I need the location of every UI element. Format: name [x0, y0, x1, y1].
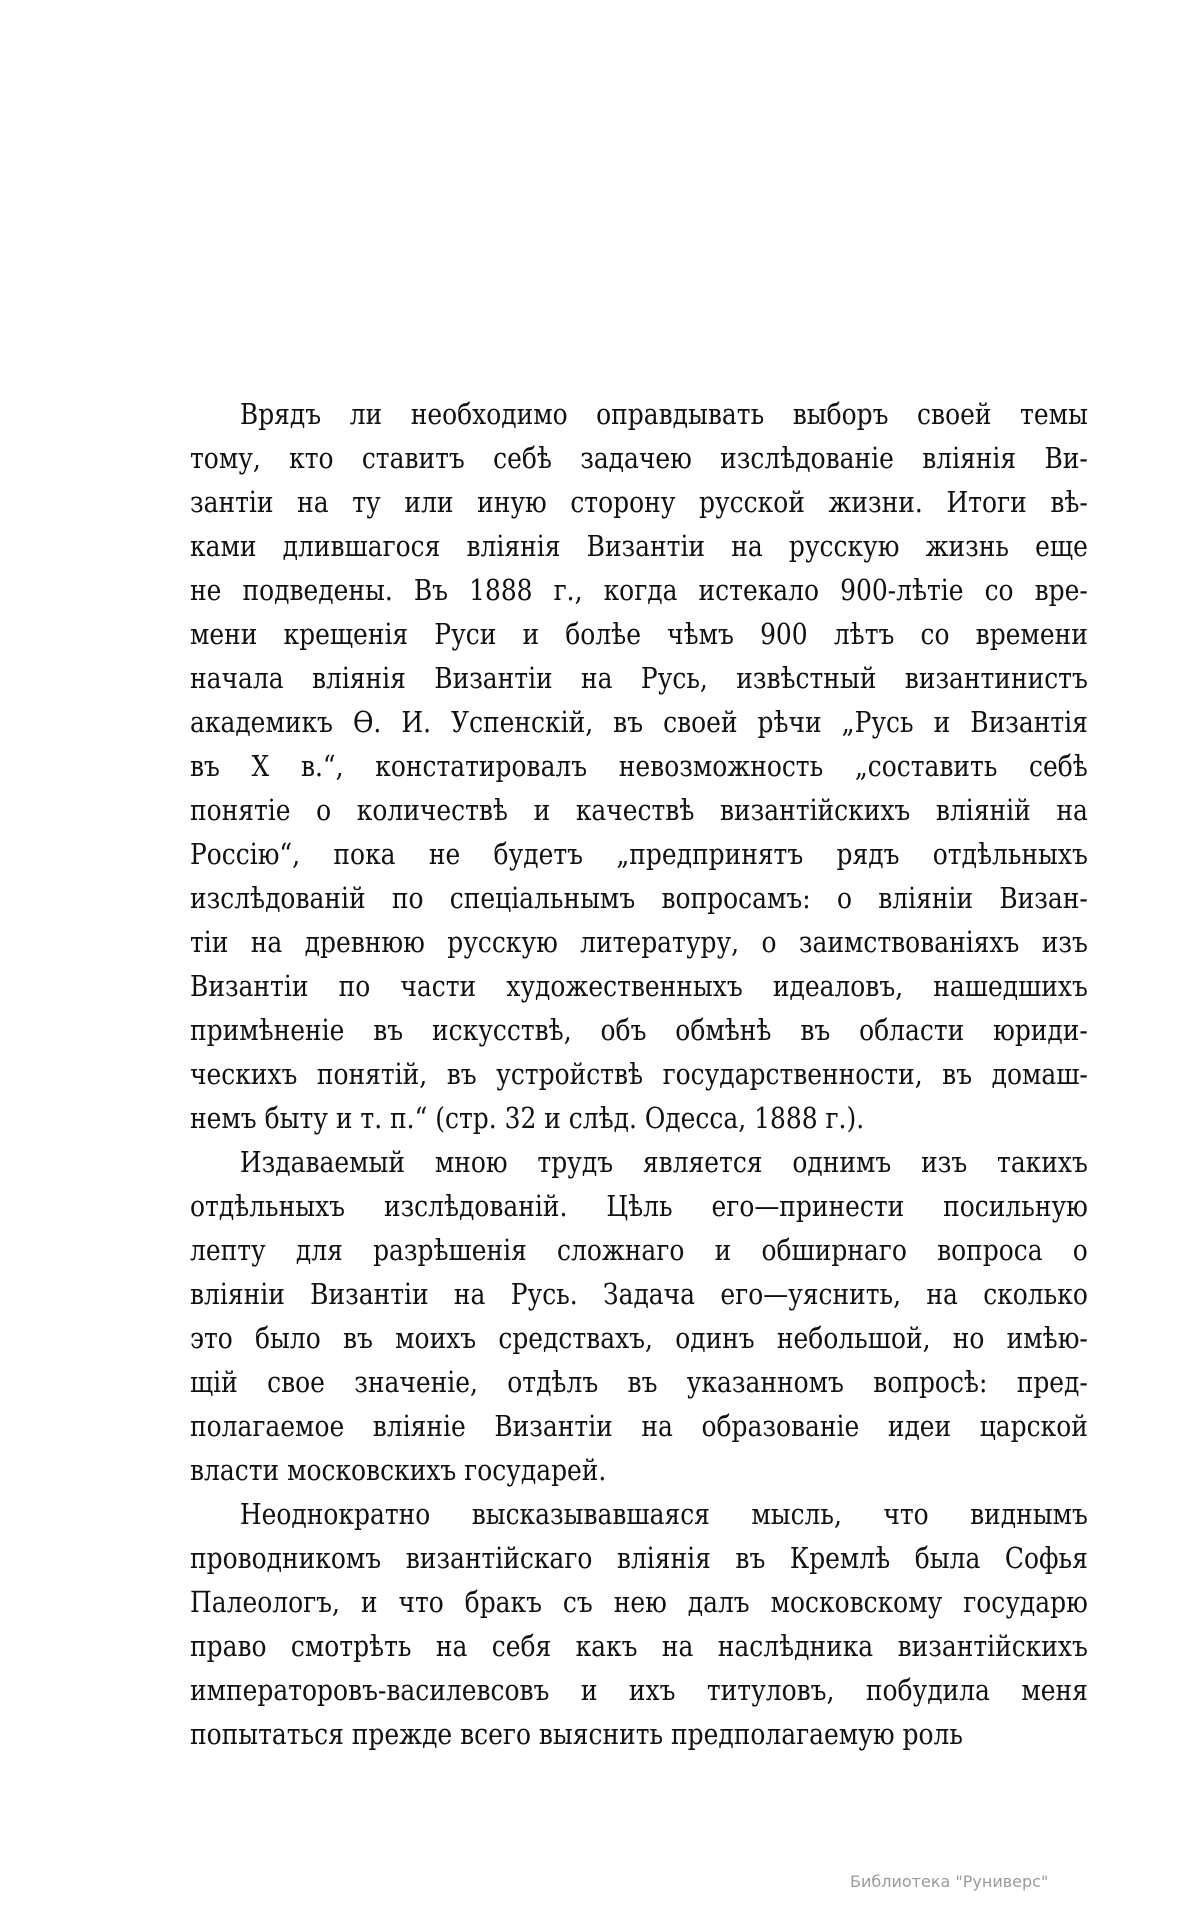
text-line: власти московскихъ государей.	[190, 1453, 607, 1487]
text-line: отдѣльныхъ изслѣдованій. Цѣль его—принести посильную	[190, 1189, 1088, 1223]
text-line: щій свое значеніе, отдѣлъ въ указанномъ вопросѣ: пред-	[190, 1365, 1088, 1399]
text-line: тіи на древнюю русскую литературу, о заимствованіяхъ изъ	[190, 925, 1088, 959]
text-line: начала вліянія Византіи на Русь, извѣстный византинистъ	[190, 661, 1088, 695]
watermark: Библиотека "Руниверс"	[850, 1872, 1049, 1891]
text-line: зантіи на ту или иную сторону русской жизни. Итоги вѣ-	[190, 485, 1088, 519]
paragraph	[190, 392, 1088, 1140]
text-line: тому, кто ставитъ себѣ задачею изслѣдованіе вліянія Ви-	[190, 441, 1088, 475]
text-line: примѣненіе въ искусствѣ, объ обмѣнѣ въ области юриди-	[190, 1013, 1088, 1047]
text-line: проводникомъ византійскаго вліянія въ Кремлѣ была Софья	[190, 1541, 1088, 1575]
text-line: ческихъ понятій, въ устройствѣ государственности, въ домаш-	[190, 1057, 1088, 1091]
text-line: немъ быту и т. п.“ (стр. 32 и слѣд. Одесса, 1888 г.).	[190, 1101, 865, 1135]
text-line: ками длившагося вліянія Византіи на русскую жизнь еще	[190, 529, 1088, 563]
text-line: это было въ моихъ средствахъ, одинъ небольшой, но имѣю-	[190, 1321, 1088, 1355]
text-line: мени крещенія Руси и болѣе чѣмъ 900 лѣтъ со времени	[190, 617, 1088, 651]
text-line: Врядъ ли необходимо оправдывать выборъ своей темы	[239, 397, 1088, 431]
text-line: право смотрѣть на себя какъ на наслѣдника византійскихъ	[190, 1629, 1088, 1663]
text-line: полагаемое вліяніе Византіи на образованіе идеи царской	[190, 1409, 1088, 1443]
text-line: попытаться прежде всего выяснить предполагаемую роль	[190, 1717, 963, 1751]
text-line: Палеологъ, и что бракъ съ нею далъ московскому государю	[190, 1585, 1088, 1619]
text-line: понятіе о количествѣ и качествѣ византійскихъ вліяній на	[190, 793, 1088, 827]
paragraph	[190, 1492, 1088, 1756]
text-line: императоровъ-василевсовъ и ихъ титуловъ, побудила меня	[190, 1673, 1088, 1707]
text-line: изслѣдованій по спеціальнымъ вопросамъ: о вліяніи Визан-	[190, 881, 1088, 915]
text-line: Византіи по части художественныхъ идеаловъ, нашедшихъ	[190, 969, 1088, 1003]
text-line: академикъ Ѳ. И. Успенскій, въ своей рѣчи „Русь и Византія	[190, 705, 1088, 739]
text-line: Неоднократно высказывавшаяся мысль, что виднымъ	[239, 1497, 1088, 1531]
text-line: лепту для разрѣшенія сложнаго и обширнаго вопроса о	[190, 1233, 1088, 1267]
text-line: вліяніи Византіи на Русь. Задача его—уяснить, на сколько	[190, 1277, 1088, 1311]
text-line: Издаваемый мною трудъ является однимъ изъ такихъ	[239, 1145, 1088, 1179]
page-text	[190, 392, 1088, 1756]
text-line: въ X в.“, констатировалъ невозможность „составить себѣ	[190, 749, 1088, 783]
text-line: не подведены. Въ 1888 г., когда истекало 900-лѣтіе со вре-	[190, 573, 1088, 607]
paragraph	[190, 1140, 1088, 1492]
text-line: Россію“, пока не будетъ „предпринятъ рядъ отдѣльныхъ	[190, 837, 1088, 871]
